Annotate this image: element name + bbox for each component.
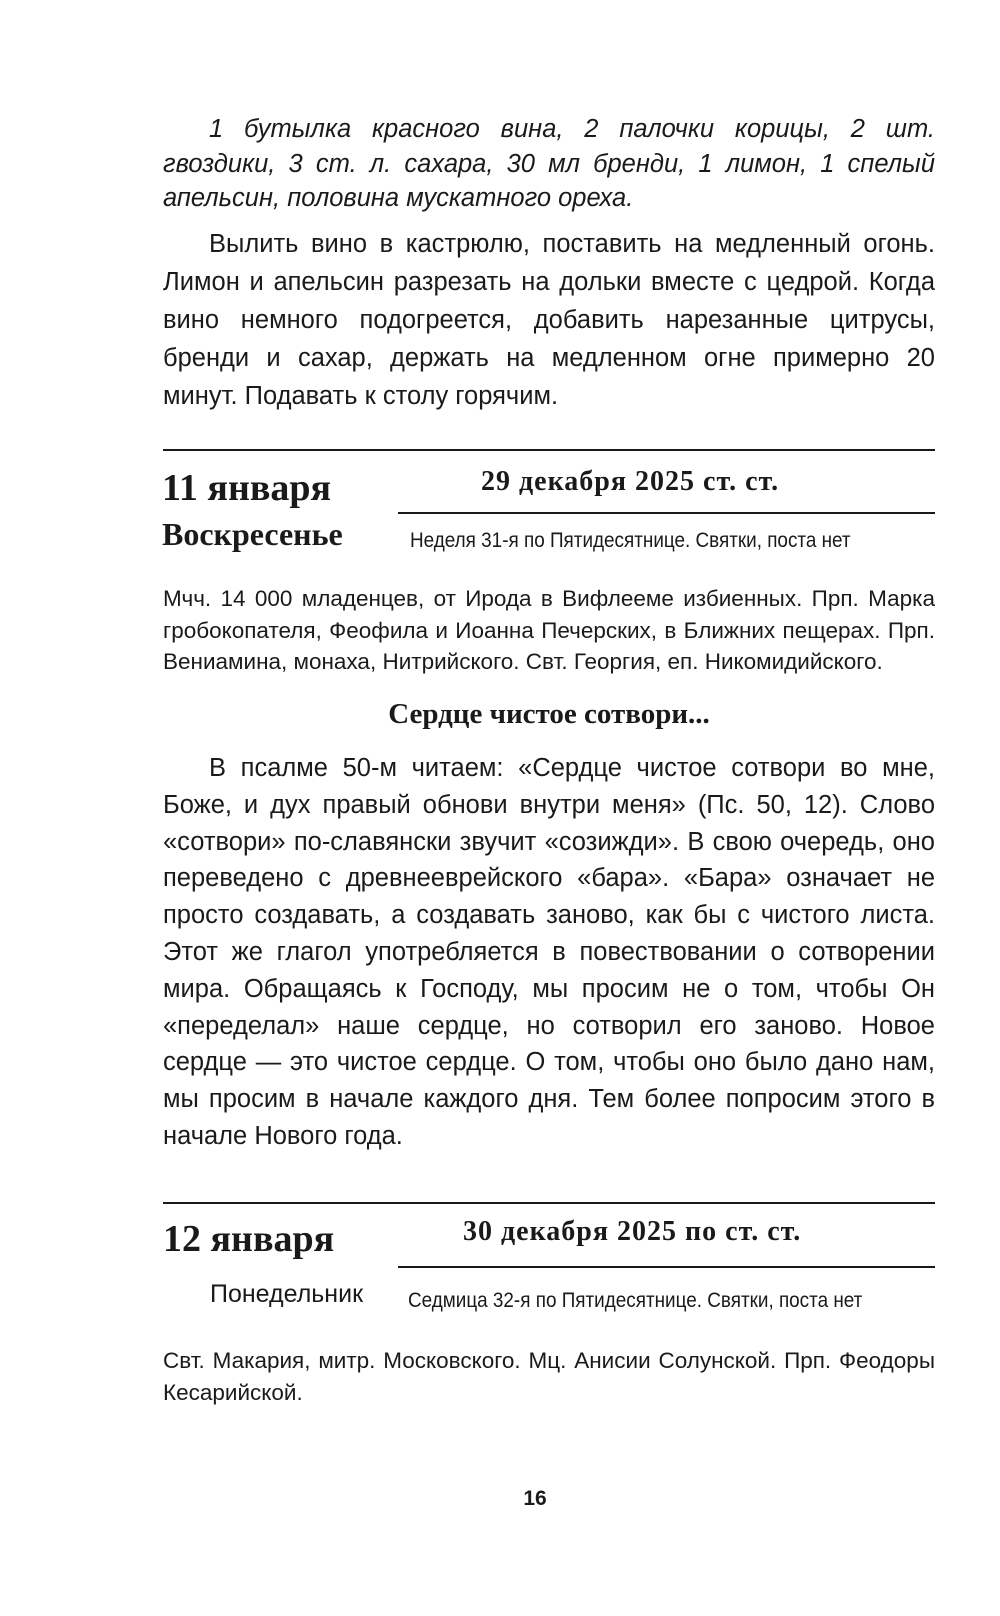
day1-top-rule [163,449,935,451]
recipe-ingredients: 1 бутылка красного вина, 2 палочки корицы, 2 шт. гвоздики, 3 ст. л. сахара, 30 мл бренди, 1 лимон, 1 спелый апельсин, половина мускатного ореха. [163,115,935,212]
day2-date-rule [398,1266,935,1268]
day2-week-info: Седмица 32-я по Пятидесятнице. Святки, поста нет [408,1289,863,1312]
day2-old-style-date: 30 декабря 2025 по ст. ст. [463,1216,802,1247]
day1-article-body: В псалме 50-м читаем: «Сердце чистое сотвори во мне, Боже, и дух правый обнови внутри меня» (Пс. 50, 12). Слово «сотвори» по-славянски звучит «созижди». В свою очередь, оно переведено с древнееврейского «бара». «Бара» означает не просто создавать, а создавать заново, как бы с чистого листа. Этот же глагол употребляется в повествовании о сотворении мира. Обращаясь к Господу, мы просим не о том, чтобы Он «переделал» наше сердце, но сотворил его заново. Новое сердце — это чистое сердце. О том, чтобы оно было дано нам, мы просим в начале каждого дня. Тем более попросим этого в начале Нового года. [163,754,935,1150]
day2-date: 12 января [163,1218,335,1260]
day1-saints: Мчч. 14 000 младенцев, от Ирода в Вифлееме избиенных. Прп. Марка гробокопателя, Феофила и Иоанна Печерских, в Ближних пещерах. Прп. Вениамина, монаха, Нитрийского. Свт. Георгия, еп. Никомидийского. [163,586,935,674]
page-number: 16 [523,1487,547,1510]
day1-date-rule [398,512,935,514]
day2-top-rule [163,1202,935,1204]
day1-old-style-date: 29 декабря 2025 ст. ст. [481,466,780,497]
day1-article-title: Сердце чистое сотвори... [388,698,710,730]
day1-week-info: Неделя 31-я по Пятидесятнице. Святки, поста нет [410,529,851,552]
recipe-instructions: Вылить вино в кастрюлю, поставить на медленный огонь. Лимон и апельсин разрезать на дольки вместе с цедрой. Когда вино немного подогреется, добавить нарезанные цитрусы, бренди и сахар, держать на медленном огне примерно 20 минут. Подавать к столу горячим. [163,230,935,410]
day2-saints: Свт. Макария, митр. Московского. Мц. Анисии Солунской. Прп. Феодоры Кесарийской. [163,1348,935,1405]
day2-weekday: Понедельник [210,1280,364,1308]
day1-date: 11 января [162,467,332,509]
day1-weekday: Воскресенье [162,516,343,552]
